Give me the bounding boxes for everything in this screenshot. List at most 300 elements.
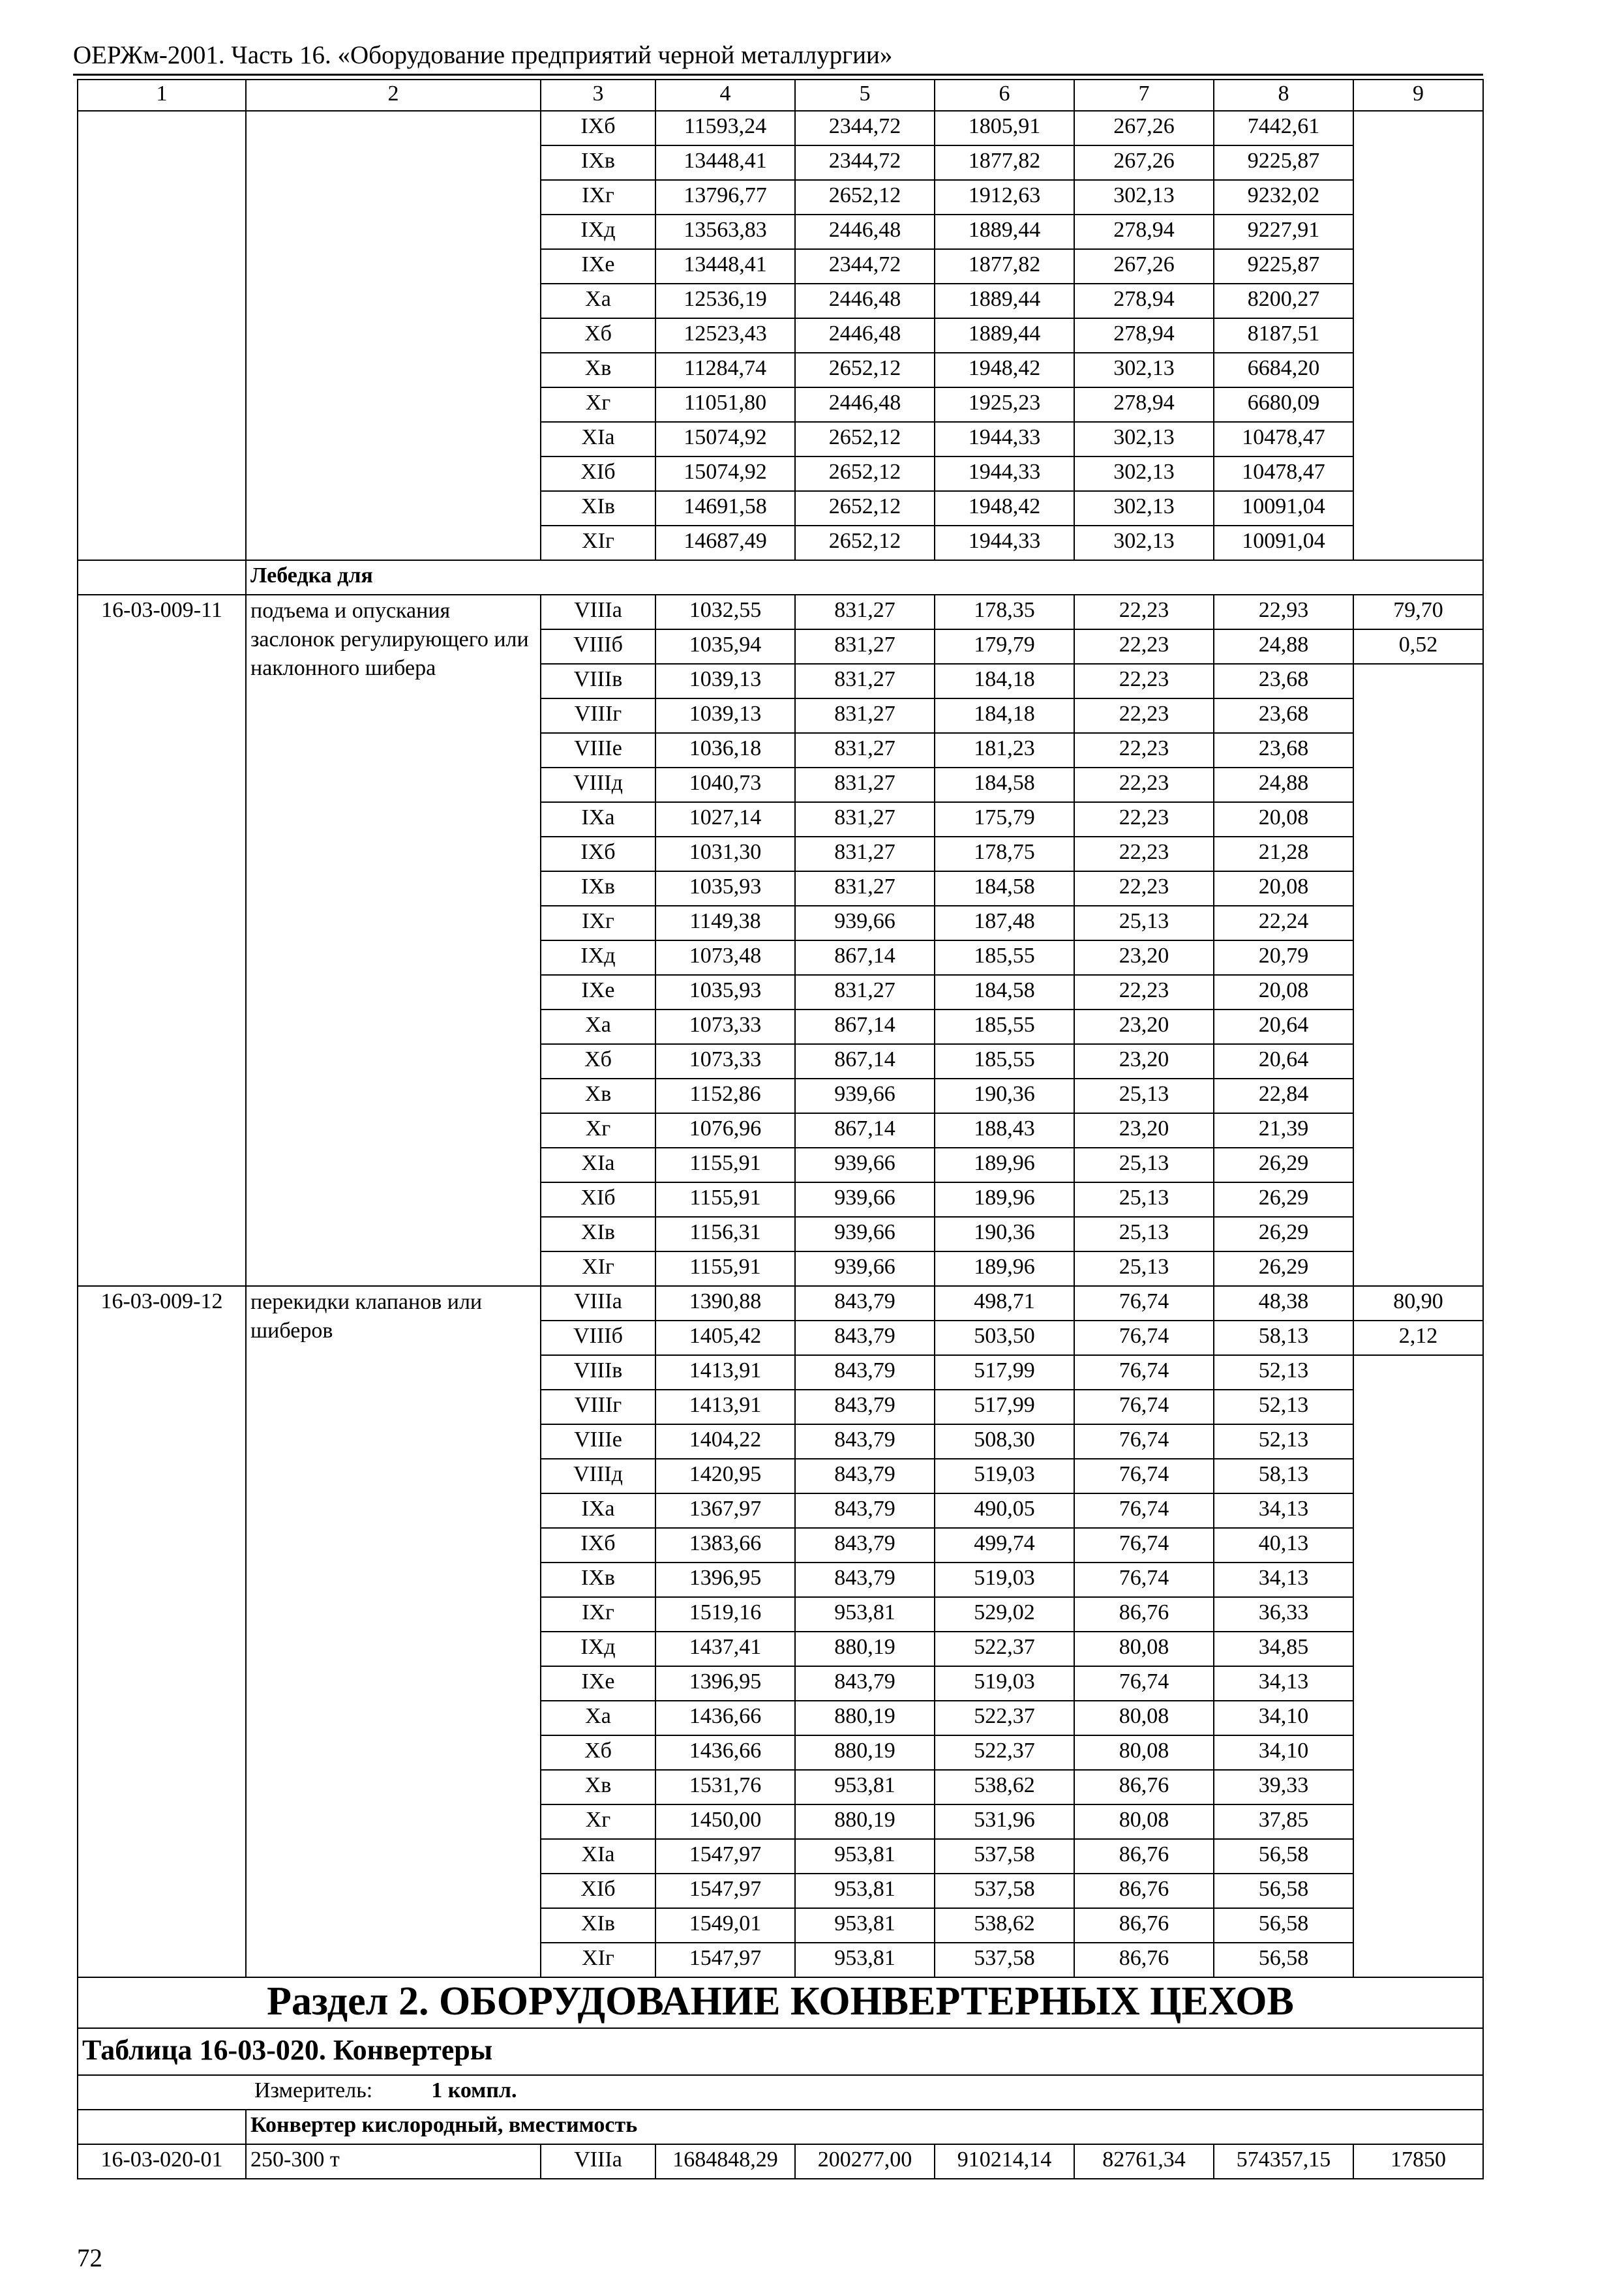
value-cell: 36,33 <box>1214 1597 1353 1632</box>
value-cell <box>1353 1355 1483 1977</box>
value-cell: 22,23 <box>1074 629 1214 664</box>
value-cell: 2344,72 <box>795 249 935 284</box>
value-cell: 76,74 <box>1074 1355 1214 1390</box>
value-cell: 880,19 <box>795 1735 935 1770</box>
value-cell: 537,58 <box>935 1943 1074 1977</box>
value-cell: 1156,31 <box>655 1217 795 1251</box>
value-cell: 1036,18 <box>655 733 795 768</box>
value-cell: 16-03-020-01 <box>78 2144 246 2179</box>
value-cell: Xа <box>541 1010 655 1044</box>
value-cell: 181,23 <box>935 733 1074 768</box>
name-cell: перекидки клапанов или шиберов <box>246 1286 541 1977</box>
column-number-cell: 8 <box>1214 80 1353 111</box>
value-cell: 1039,13 <box>655 664 795 698</box>
value-cell: 86,76 <box>1074 1839 1214 1874</box>
value-cell: 179,79 <box>935 629 1074 664</box>
value-cell: 26,29 <box>1214 1182 1353 1217</box>
value-cell: 23,68 <box>1214 733 1353 768</box>
value-cell: Xа <box>541 284 655 318</box>
column-number-cell: 6 <box>935 80 1074 111</box>
value-cell: IXв <box>541 871 655 906</box>
column-number-cell: 9 <box>1353 80 1483 111</box>
value-cell: 34,85 <box>1214 1632 1353 1666</box>
value-cell: 831,27 <box>795 837 935 871</box>
value-cell: 508,30 <box>935 1424 1074 1459</box>
column-number-cell: 4 <box>655 80 795 111</box>
page-header-title: ОЕРЖм-2001. Часть 16. «Оборудование предприятий черной металлургии» <box>73 41 893 69</box>
value-cell: 8200,27 <box>1214 284 1353 318</box>
value-cell: 953,81 <box>795 1839 935 1874</box>
value-cell: 1944,33 <box>935 422 1074 456</box>
value-cell: IXд <box>541 940 655 975</box>
value-cell: 490,05 <box>935 1493 1074 1528</box>
value-cell: 0,52 <box>1353 629 1483 664</box>
value-cell: 953,81 <box>795 1908 935 1943</box>
page-number: 72 <box>77 2244 102 2272</box>
value-cell: IXа <box>541 1493 655 1528</box>
value-cell: 278,94 <box>1074 215 1214 249</box>
value-cell: IXа <box>541 802 655 837</box>
value-cell: 86,76 <box>1074 1943 1214 1977</box>
value-cell: IXг <box>541 180 655 215</box>
value-cell: 1383,66 <box>655 1528 795 1563</box>
value-cell: 184,58 <box>935 768 1074 802</box>
value-cell: XIв <box>541 1908 655 1943</box>
value-cell: 939,66 <box>795 906 935 940</box>
value-cell: 302,13 <box>1074 353 1214 387</box>
value-cell: 880,19 <box>795 1804 935 1839</box>
value-cell: 843,79 <box>795 1459 935 1493</box>
value-cell: 302,13 <box>1074 180 1214 215</box>
value-cell: 302,13 <box>1074 526 1214 560</box>
value-cell: 537,58 <box>935 1839 1074 1874</box>
value-cell: 86,76 <box>1074 1597 1214 1632</box>
value-cell: 1396,95 <box>655 1563 795 1597</box>
value-cell: 1889,44 <box>935 284 1074 318</box>
value-cell: 9227,91 <box>1214 215 1353 249</box>
value-cell: 1035,94 <box>655 629 795 664</box>
value-cell: 76,74 <box>1074 1424 1214 1459</box>
code-cell <box>78 560 246 595</box>
value-cell: 953,81 <box>795 1597 935 1632</box>
value-cell: 939,66 <box>795 1148 935 1182</box>
value-cell: 2344,72 <box>795 111 935 145</box>
value-cell: 14691,58 <box>655 491 795 526</box>
value-cell: 58,13 <box>1214 1321 1353 1355</box>
value-cell: 517,99 <box>935 1390 1074 1424</box>
value-cell: 23,20 <box>1074 1010 1214 1044</box>
value-cell: 1925,23 <box>935 387 1074 422</box>
value-cell: 76,74 <box>1074 1459 1214 1493</box>
value-cell: 80,08 <box>1074 1735 1214 1770</box>
measure-row <box>78 2075 1483 2110</box>
value-cell: 302,13 <box>1074 422 1214 456</box>
value-cell: IXе <box>541 249 655 284</box>
value-cell: 76,74 <box>1074 1563 1214 1597</box>
value-cell: 503,50 <box>935 1321 1074 1355</box>
value-cell: 23,68 <box>1214 698 1353 733</box>
value-cell: 1149,38 <box>655 906 795 940</box>
value-cell: 1367,97 <box>655 1493 795 1528</box>
value-cell: 82761,34 <box>1074 2144 1214 2179</box>
value-cell: 13796,77 <box>655 180 795 215</box>
value-cell: VIIIа <box>541 1286 655 1321</box>
value-cell: 185,55 <box>935 1010 1074 1044</box>
value-cell: 23,20 <box>1074 1044 1214 1079</box>
value-cell: 22,84 <box>1214 1079 1353 1113</box>
table-row <box>78 2144 1483 2179</box>
value-cell: 7442,61 <box>1214 111 1353 145</box>
value-cell: 190,36 <box>935 1079 1074 1113</box>
value-cell: XIг <box>541 526 655 560</box>
value-cell: 9225,87 <box>1214 249 1353 284</box>
value-cell: VIIIе <box>541 733 655 768</box>
name-cell: 250-300 т <box>246 2144 541 2179</box>
value-cell: 23,20 <box>1074 940 1214 975</box>
value-cell: 76,74 <box>1074 1321 1214 1355</box>
value-cell: Xв <box>541 1770 655 1804</box>
value-cell: 26,29 <box>1214 1251 1353 1286</box>
value-cell: Xа <box>541 1701 655 1735</box>
value-cell: 831,27 <box>795 871 935 906</box>
value-cell: 184,18 <box>935 698 1074 733</box>
value-cell: VIIIб <box>541 1321 655 1355</box>
value-cell: 953,81 <box>795 1770 935 1804</box>
column-number-row <box>78 80 1483 111</box>
value-cell: 25,13 <box>1074 1217 1214 1251</box>
value-cell: 831,27 <box>795 768 935 802</box>
value-cell: 302,13 <box>1074 456 1214 491</box>
value-cell: 1035,93 <box>655 975 795 1010</box>
value-cell: 1405,42 <box>655 1321 795 1355</box>
value-cell: 187,48 <box>935 906 1074 940</box>
value-cell: 13448,41 <box>655 249 795 284</box>
value-cell: 52,13 <box>1214 1355 1353 1390</box>
value-cell: 20,08 <box>1214 871 1353 906</box>
table-title: Таблица 16-03-020. Конвертеры <box>78 2028 1483 2075</box>
value-cell: 1413,91 <box>655 1355 795 1390</box>
value-cell: 1396,95 <box>655 1666 795 1701</box>
value-cell: 1547,97 <box>655 1839 795 1874</box>
value-cell: Xг <box>541 1804 655 1839</box>
value-cell: 267,26 <box>1074 111 1214 145</box>
value-cell: XIб <box>541 1182 655 1217</box>
value-cell: 1390,88 <box>655 1286 795 1321</box>
value-cell: 867,14 <box>795 1044 935 1079</box>
value-cell: XIб <box>541 456 655 491</box>
value-cell: XIа <box>541 1839 655 1874</box>
column-number-cell: 5 <box>795 80 935 111</box>
value-cell <box>1353 111 1483 560</box>
value-cell: 538,62 <box>935 1908 1074 1943</box>
value-cell: 13563,83 <box>655 215 795 249</box>
value-cell: 529,02 <box>935 1597 1074 1632</box>
value-cell: 1155,91 <box>655 1182 795 1217</box>
value-cell: 23,68 <box>1214 664 1353 698</box>
value-cell: 843,79 <box>795 1286 935 1321</box>
value-cell: XIв <box>541 1217 655 1251</box>
value-cell: 25,13 <box>1074 906 1214 940</box>
value-cell: 20,08 <box>1214 975 1353 1010</box>
value-cell: Xб <box>541 1044 655 1079</box>
value-cell: 25,13 <box>1074 1148 1214 1182</box>
value-cell: 537,58 <box>935 1874 1074 1908</box>
value-cell: 1944,33 <box>935 456 1074 491</box>
value-cell: 86,76 <box>1074 1874 1214 1908</box>
value-cell: 22,23 <box>1074 595 1214 629</box>
value-cell: 56,58 <box>1214 1943 1353 1977</box>
value-cell: 8187,51 <box>1214 318 1353 353</box>
value-cell: 34,13 <box>1214 1666 1353 1701</box>
value-cell: IXе <box>541 1666 655 1701</box>
table-row <box>78 111 1483 145</box>
value-cell: 2652,12 <box>795 491 935 526</box>
value-cell: VIIIа <box>541 595 655 629</box>
value-cell: 1948,42 <box>935 353 1074 387</box>
value-cell: 1549,01 <box>655 1908 795 1943</box>
value-cell: 21,39 <box>1214 1113 1353 1148</box>
value-cell: 189,96 <box>935 1148 1074 1182</box>
value-cell: 56,58 <box>1214 1839 1353 1874</box>
value-cell: 15074,92 <box>655 456 795 491</box>
value-cell: IXд <box>541 1632 655 1666</box>
value-cell: 2446,48 <box>795 284 935 318</box>
value-cell: 20,64 <box>1214 1044 1353 1079</box>
value-cell: XIб <box>541 1874 655 1908</box>
value-cell: 1684848,29 <box>655 2144 795 2179</box>
value-cell: 15074,92 <box>655 422 795 456</box>
value-cell: 1404,22 <box>655 1424 795 1459</box>
subgroup-heading-row <box>78 2110 1483 2144</box>
value-cell: 1877,82 <box>935 249 1074 284</box>
table-row <box>78 1286 1483 1321</box>
value-cell: 267,26 <box>1074 145 1214 180</box>
value-cell: 80,08 <box>1074 1632 1214 1666</box>
value-cell: 22,23 <box>1074 664 1214 698</box>
value-cell: 1039,13 <box>655 698 795 733</box>
value-cell: 1032,55 <box>655 595 795 629</box>
column-number-cell: 1 <box>78 80 246 111</box>
value-cell: 831,27 <box>795 664 935 698</box>
value-cell: 21,28 <box>1214 837 1353 871</box>
value-cell: Xв <box>541 353 655 387</box>
value-cell: 52,13 <box>1214 1390 1353 1424</box>
value-cell: 40,13 <box>1214 1528 1353 1563</box>
value-cell: 519,03 <box>935 1459 1074 1493</box>
value-cell: 39,33 <box>1214 1770 1353 1804</box>
value-cell: 831,27 <box>795 733 935 768</box>
value-cell: 1948,42 <box>935 491 1074 526</box>
value-cell: 1035,93 <box>655 871 795 906</box>
value-cell: 12536,19 <box>655 284 795 318</box>
value-cell: XIв <box>541 491 655 526</box>
value-cell: 200277,00 <box>795 2144 935 2179</box>
value-cell: 1031,30 <box>655 837 795 871</box>
value-cell: 910214,14 <box>935 2144 1074 2179</box>
value-cell: IXб <box>541 1528 655 1563</box>
value-cell: VIIIе <box>541 1424 655 1459</box>
value-cell: 1155,91 <box>655 1251 795 1286</box>
value-cell: 80,90 <box>1353 1286 1483 1321</box>
value-cell: 11051,80 <box>655 387 795 422</box>
value-cell: 867,14 <box>795 1010 935 1044</box>
value-cell: 178,75 <box>935 837 1074 871</box>
group-heading: Лебедка для <box>246 560 1483 595</box>
value-cell: 522,37 <box>935 1735 1074 1770</box>
value-cell: 22,23 <box>1074 802 1214 837</box>
value-cell: 25,13 <box>1074 1251 1214 1286</box>
value-cell: 843,79 <box>795 1355 935 1390</box>
value-cell: 25,13 <box>1074 1182 1214 1217</box>
value-cell: 953,81 <box>795 1874 935 1908</box>
value-cell: 20,79 <box>1214 940 1353 975</box>
measure-unit: 1 компл. <box>431 2078 517 2102</box>
value-cell: 519,03 <box>935 1666 1074 1701</box>
value-cell: 56,58 <box>1214 1908 1353 1943</box>
value-cell: 6684,20 <box>1214 353 1353 387</box>
value-cell: Xг <box>541 1113 655 1148</box>
value-cell: IXв <box>541 1563 655 1597</box>
value-cell: 37,85 <box>1214 1804 1353 1839</box>
value-cell: 11593,24 <box>655 111 795 145</box>
value-cell: 22,23 <box>1074 975 1214 1010</box>
value-cell: 1155,91 <box>655 1148 795 1182</box>
value-cell: 10091,04 <box>1214 526 1353 560</box>
value-cell: 880,19 <box>795 1632 935 1666</box>
value-cell: 519,03 <box>935 1563 1074 1597</box>
value-cell: 1436,66 <box>655 1701 795 1735</box>
value-cell: IXд <box>541 215 655 249</box>
name-cell <box>246 111 541 560</box>
value-cell: 1413,91 <box>655 1390 795 1424</box>
code-cell <box>78 111 246 560</box>
value-cell: 22,23 <box>1074 733 1214 768</box>
value-cell: 175,79 <box>935 802 1074 837</box>
value-cell: 58,13 <box>1214 1459 1353 1493</box>
value-cell: 1547,97 <box>655 1874 795 1908</box>
value-cell: 302,13 <box>1074 491 1214 526</box>
value-cell: XIа <box>541 422 655 456</box>
value-cell: 1420,95 <box>655 1459 795 1493</box>
value-cell: IXе <box>541 975 655 1010</box>
section-title: Раздел 2. ОБОРУДОВАНИЕ КОНВЕРТЕРНЫХ ЦЕХОВ <box>78 1977 1483 2028</box>
value-cell: 278,94 <box>1074 318 1214 353</box>
value-cell: 867,14 <box>795 940 935 975</box>
value-cell: 22,23 <box>1074 768 1214 802</box>
value-cell: 52,13 <box>1214 1424 1353 1459</box>
value-cell: 831,27 <box>795 595 935 629</box>
value-cell: 831,27 <box>795 975 935 1010</box>
value-cell: 22,23 <box>1074 698 1214 733</box>
value-cell: 22,93 <box>1214 595 1353 629</box>
group-heading-row <box>78 560 1483 595</box>
value-cell: 178,35 <box>935 595 1074 629</box>
price-table-body <box>78 80 1483 2179</box>
code-cell: 16-03-009-11 <box>78 595 246 1286</box>
value-cell: 1944,33 <box>935 526 1074 560</box>
code-cell <box>78 2110 246 2144</box>
value-cell: 267,26 <box>1074 249 1214 284</box>
value-cell: 14687,49 <box>655 526 795 560</box>
value-cell: 843,79 <box>795 1563 935 1597</box>
value-cell: VIIIг <box>541 698 655 733</box>
value-cell: 20,64 <box>1214 1010 1353 1044</box>
value-cell: 34,13 <box>1214 1493 1353 1528</box>
value-cell: 843,79 <box>795 1390 935 1424</box>
value-cell: 1040,73 <box>655 768 795 802</box>
value-cell: 189,96 <box>935 1251 1074 1286</box>
value-cell: Xб <box>541 318 655 353</box>
value-cell: 26,29 <box>1214 1148 1353 1182</box>
section-title-row <box>78 1977 1483 2028</box>
value-cell: 80,08 <box>1074 1701 1214 1735</box>
value-cell: 188,43 <box>935 1113 1074 1148</box>
value-cell: 79,70 <box>1353 595 1483 629</box>
value-cell: 867,14 <box>795 1113 935 1148</box>
value-cell: 939,66 <box>795 1182 935 1217</box>
value-cell: 22,23 <box>1074 837 1214 871</box>
value-cell: IXг <box>541 1597 655 1632</box>
value-cell: 2652,12 <box>795 422 935 456</box>
code-cell: 16-03-009-12 <box>78 1286 246 1977</box>
value-cell: 831,27 <box>795 802 935 837</box>
value-cell: 10091,04 <box>1214 491 1353 526</box>
price-table <box>77 79 1484 2179</box>
value-cell: 498,71 <box>935 1286 1074 1321</box>
value-cell: 13448,41 <box>655 145 795 180</box>
value-cell: 24,88 <box>1214 768 1353 802</box>
value-cell: IXв <box>541 145 655 180</box>
value-cell: 2446,48 <box>795 318 935 353</box>
value-cell: 190,36 <box>935 1217 1074 1251</box>
value-cell: IXб <box>541 837 655 871</box>
value-cell: 1027,14 <box>655 802 795 837</box>
value-cell: 9232,02 <box>1214 180 1353 215</box>
value-cell: 10478,47 <box>1214 422 1353 456</box>
value-cell: 185,55 <box>935 1044 1074 1079</box>
value-cell: 76,74 <box>1074 1286 1214 1321</box>
value-cell: 23,20 <box>1074 1113 1214 1148</box>
value-cell: 185,55 <box>935 940 1074 975</box>
value-cell: XIг <box>541 1943 655 1977</box>
column-number-cell: 3 <box>541 80 655 111</box>
value-cell: VIIIд <box>541 768 655 802</box>
value-cell: 2,12 <box>1353 1321 1483 1355</box>
value-cell: 9225,87 <box>1214 145 1353 180</box>
value-cell: 939,66 <box>795 1251 935 1286</box>
value-cell: IXб <box>541 111 655 145</box>
value-cell: 12523,43 <box>655 318 795 353</box>
value-cell: 538,62 <box>935 1770 1074 1804</box>
value-cell: 184,18 <box>935 664 1074 698</box>
value-cell: 278,94 <box>1074 284 1214 318</box>
value-cell: Xв <box>541 1079 655 1113</box>
value-cell: 1073,48 <box>655 940 795 975</box>
value-cell: Xб <box>541 1735 655 1770</box>
value-cell: 34,10 <box>1214 1701 1353 1735</box>
value-cell: 1877,82 <box>935 145 1074 180</box>
value-cell: 1531,76 <box>655 1770 795 1804</box>
column-number-cell: 2 <box>246 80 541 111</box>
table-row <box>78 595 1483 629</box>
value-cell: 2344,72 <box>795 145 935 180</box>
value-cell: VIIIд <box>541 1459 655 1493</box>
value-cell: 86,76 <box>1074 1908 1214 1943</box>
value-cell: 574357,15 <box>1214 2144 1353 2179</box>
value-cell: 76,74 <box>1074 1666 1214 1701</box>
value-cell: 517,99 <box>935 1355 1074 1390</box>
value-cell: 76,74 <box>1074 1493 1214 1528</box>
